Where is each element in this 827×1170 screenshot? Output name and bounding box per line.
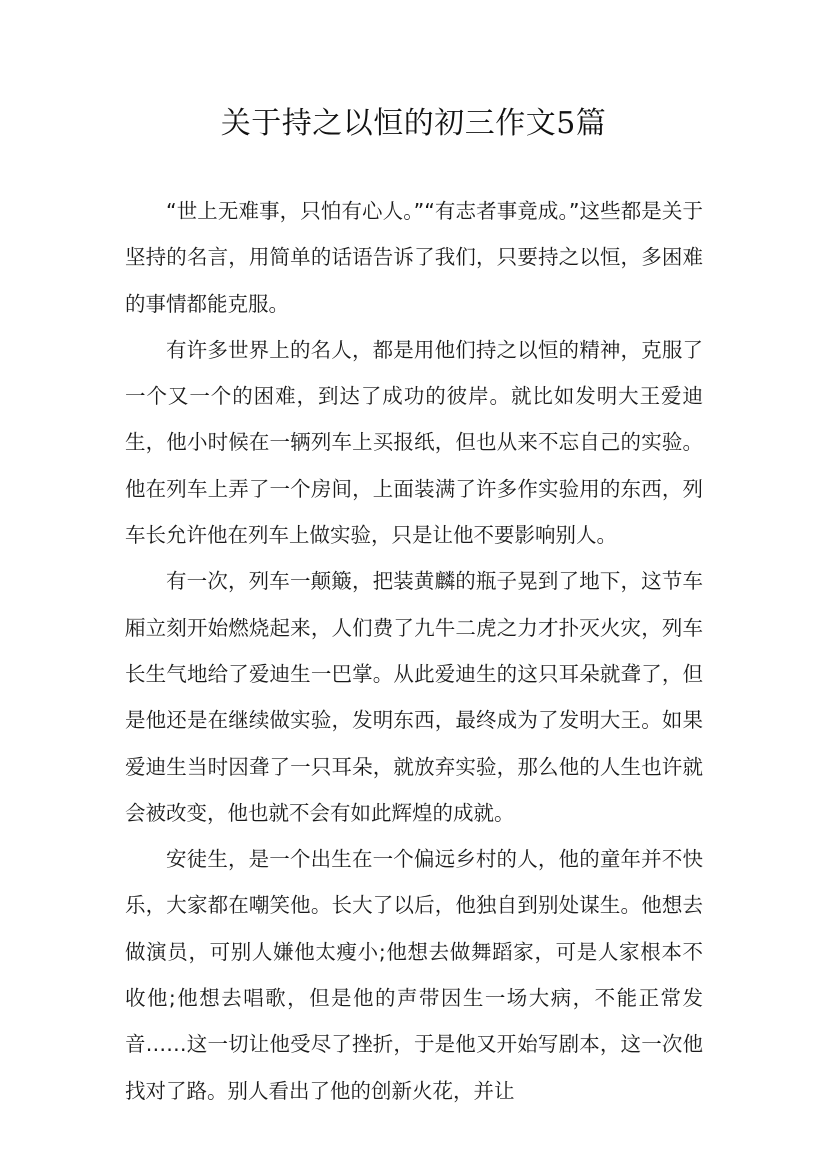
paragraph: 安徒生，是一个出生在一个偏远乡村的人，他的童年并不快乐，大家都在嘲笑他。长大了以后，他独自到别处谋生。他想去做演员，可别人嫌他太瘦小;他想去做舞蹈家，可是人家根本不收他;他想去唱歌，但是他的声带因生一场大病，不能正常发音……这一切让他受尽了挫折，于是他又开始写剧本，这一次他找对了路。别人看出了他的创新火花，并让: [125, 847, 703, 1103]
paragraph: 有一次，列车一颠簸，把装黄麟的瓶子晃到了地下，这节车厢立刻开始燃烧起来，人们费了九牛二虎之力才扑灭火灾，列车长生气地给了爱迪生一巴掌。从此爱迪生的这只耳朵就聋了，但是他还是在继续做实验，发明东西，最终成为了发明大王。如果爱迪生当时因聋了一只耳朵，就放弃实验，那么他的人生也许就会被改变，他也就不会有如此辉煌的成就。: [125, 569, 703, 825]
paragraph: “世上无难事，只怕有心人。”“有志者事竟成。”这些都是关于坚持的名言，用简单的话语告诉了我们，只要持之以恒，多困难的事情都能克服。: [125, 199, 703, 316]
document-title: 关于持之以恒的初三作文5篇: [220, 106, 607, 141]
document-body: [125, 188, 703, 1114]
paragraph: 有许多世界上的名人，都是用他们持之以恒的精神，克服了一个又一个的困难，到达了成功的彼岸。就比如发明大王爱迪生，他小时候在一辆列车上买报纸，但也从来不忘自己的实验。他在列车上弄了一个房间，上面装满了许多作实验用的东西，列车长允许他在列车上做实验，只是让他不要影响别人。: [125, 337, 703, 548]
